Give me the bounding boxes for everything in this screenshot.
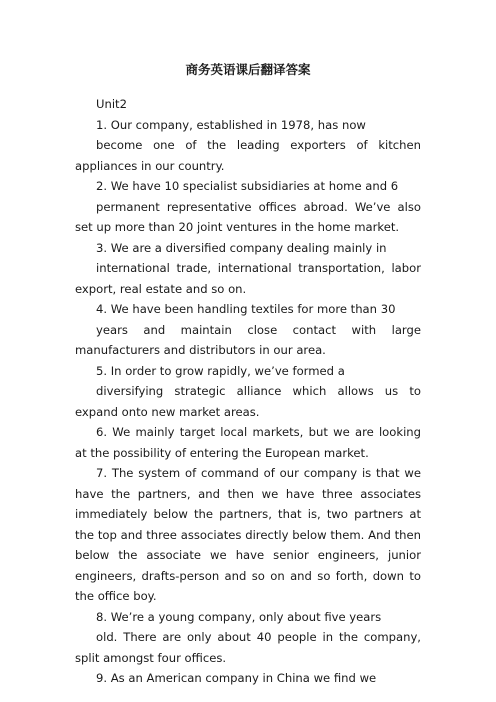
list-item: 5. In order to grow rapidly, we’ve formed a diversifying strategic alliance which allows us to expand onto new market areas. (75, 363, 421, 419)
list-item: 2. We have 10 specialist subsidiaries at home and 6 permanent representative offices abroad. We’ve also set up more than 20 joint ventures in the home market. (75, 179, 421, 234)
list-item: 9. As an American company in China we find we (96, 671, 377, 685)
unit-heading: Unit2 (96, 97, 127, 111)
list-item: 3. We are a diversified company dealing mainly in international trade, international transportation, labor export, real estate and so on. (75, 240, 421, 296)
list-item: 8. We’re a young company, only about five years old. There are only about 40 people in the company, split amongst four offices. (75, 609, 421, 665)
document-body (75, 94, 421, 689)
list-item: 1. Our company, established in 1978, has now become one of the leading exporters of kitchen appliances in our country. (75, 117, 421, 173)
list-item: 7. The system of command of our company is that we have the partners, and then we have three associates immediately below the partners, that is, two partners at the top and three associates directly below them. And then below the associate we have senior engineers, junior engineers, drafts-person and so on and so forth, down to the office boy. (75, 466, 421, 603)
document-title: 商务英语课后翻译答案 (185, 62, 311, 77)
list-item: 6. We mainly target local markets, but we are looking at the possibility of entering the European market. (75, 425, 421, 460)
list-item: 4. We have been handling textiles for more than 30 years and maintain close contact with large manufacturers and distributors in our area. (75, 302, 421, 357)
